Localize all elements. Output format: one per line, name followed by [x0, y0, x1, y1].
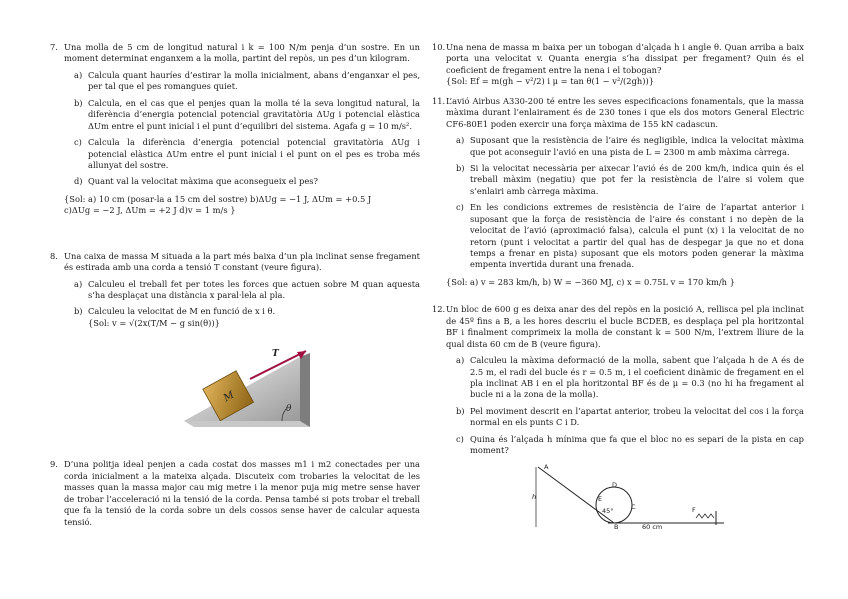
subquestion-b	[74, 98, 420, 132]
subquestion-label: a)	[456, 355, 465, 366]
problem-number: 11.	[432, 95, 446, 106]
subquestion-a	[456, 135, 804, 158]
subquestions	[456, 355, 804, 457]
incline-track	[538, 467, 614, 523]
subquestions	[74, 70, 420, 188]
point-c-label: C	[631, 502, 636, 511]
subquestion-text: Calcula quant hauríes d’estirar la molla inicialment, abans d’enganxar el pes, per tal que el pes romangues quiet.	[88, 69, 420, 92]
problem-number: 9.	[50, 459, 58, 470]
angle-label: θ	[286, 404, 292, 415]
subquestion-text: Quina és l’alçada h mínima que fa que el bloc no es separi de la pista en cap moment?	[470, 433, 804, 456]
subquestion-label: b)	[74, 97, 83, 108]
distance-label: 60 cm	[642, 522, 663, 531]
subquestion-a	[74, 70, 420, 93]
subquestion-label: d)	[74, 176, 83, 187]
problem-statement: Una nena de massa m baixa per un tobogan d’alçada h i angle θ. Quan arriba a baix porta una velocitat v. Quanta energia s’ha dissipat per fregament? Quin és el coeficient de fregament entre la nena i el tobogan?	[446, 42, 804, 75]
subquestion-d	[74, 176, 420, 187]
solution: {Sol: v = √(2x(T/M − g sin(θ))}	[88, 317, 220, 328]
subquestion-label: b)	[74, 306, 83, 317]
subquestion-text: Quant val la velocitat màxima que aconsegueix el pes?	[88, 176, 318, 187]
right-column	[432, 42, 804, 533]
point-b-label: B	[614, 522, 619, 531]
subquestion-text: Calcula, en el cas que el penjes quan la molla té la seva longitud natural, la diferència d’energia potencial potencial gravitatòria ΔUg i potencial elàstica ΔUm entre el punt inicial i el punt d’equilibri del sistema. Agafa g = 10 m/s².	[88, 97, 420, 131]
solution: {Sol: Ef = m(gh − v²/2) i μ = tan θ(1 − v²/(2gh))}	[446, 76, 654, 87]
problem-statement: L’avió Airbus A330-200 té entre les seves especificacions fonamentals, que la massa màxima durant l’enlairament és de 230 tones i que els dos motors General Electric CF6-80E1 poden exercir una força màxima de 155 kN cadascun.	[446, 95, 804, 129]
subquestion-text: En les condicions extremes de resistència de l’aire de l’apartat anterior i suposant que la força de resistència de l’aire és constant i no depèn de la velocitat de l’avió (aproximació falsa), calcula el punt (x) i la velocitat de no retorn (punt i velocitat a partir del qual has de despegar ja que no et dona temps a frenar en pista) suposant que els motors poden generar la màxima empenta invertida durant una frenada.	[470, 202, 804, 270]
subquestion-text: Si la velocitat necessària per aixecar l’avió és de 200 km/h, indica quin és el treball màxim (negatiu) que pot fer la resistència de l’aire si volem que s’enlairi amb càrrega màxima.	[470, 162, 804, 196]
subquestion-text: Calcula la diferència d’energia potencial potencial gravitatòria ΔUg i potencial elàstica ΔUm entre el punt inicial i el punt on el pes es troba més allunyat del sostre.	[88, 137, 420, 170]
problem-12	[432, 304, 804, 532]
left-column	[50, 42, 420, 528]
problem-number: 8.	[50, 250, 58, 261]
problem-7	[50, 42, 420, 217]
subquestions	[456, 135, 804, 271]
spring-icon	[696, 514, 714, 518]
loop-track-figure	[528, 463, 738, 533]
point-d-label: D	[612, 480, 618, 489]
solution	[64, 194, 420, 217]
problem-statement: Una caixa de massa M situada a la part més baixa d’un pla inclinat sense fregament és estirada amb una corda a tensió T constant (veure figura).	[64, 250, 420, 273]
loop-circle	[596, 487, 632, 523]
subquestion-a	[456, 355, 804, 401]
subquestion-c	[456, 202, 804, 271]
subquestion-label: a)	[74, 278, 83, 289]
problem-statement: D’una politja ideal penjen a cada costat dos masses m1 i m2 conectades per una corda inicialment a la mateixa alçada. Discuteix com trobaries la velocitat de les masses quan la massa major cau mig metre i la menor puja mig metre sense haver de trobar l’acceleració ni la tensió de la corda. Pensa també si pots trobar el treball que fa la tensió de la corda sobre un dels cossos sense haver de calcular aquesta tensió.	[64, 459, 420, 527]
problem-statement: Un bloc de 600 g es deixa anar des del repòs en la posició A, rellisca pel pla inclinat de 45º fins a B, a les hores descriu el bucle BCDEB, es desplaça pel pla horitzontal BF i finalment comprimeix la molla de constant k = 500 N/m, l’extrem lliure de la qual dista 60 cm de B (veure figura).	[446, 304, 804, 349]
problem-number: 10.	[432, 42, 446, 52]
subquestion-c	[456, 434, 804, 457]
tension-label: T	[272, 349, 279, 360]
problem-11	[432, 96, 804, 289]
subquestion-label: c)	[456, 202, 464, 213]
subquestion-c	[74, 137, 420, 171]
point-f-label: F	[692, 505, 696, 514]
incline-figure	[182, 339, 332, 429]
incline-side	[300, 353, 310, 427]
solution: {Sol: a) v = 283 km/h, b) W = −360 MJ, c) x = 0.75L v = 170 km/h }	[446, 276, 735, 287]
solution-line-1: {Sol: a) 10 cm (posar-la a 15 cm del sostre) b)ΔUg = −1 J, ΔUm = +0.5 J	[64, 193, 372, 204]
subquestion-label: c)	[456, 433, 464, 444]
subquestion-text: Pel moviment descrit en l’apartat anterior, trobeu la velocitat del cos i la força normal en els punts C i D.	[470, 405, 804, 428]
height-label: h	[532, 492, 537, 501]
problem-8	[50, 251, 420, 430]
problem-9	[50, 459, 420, 528]
subquestion-text: Calculeu el treball fet per totes les forces que actuen sobre M quan aquesta s’ha desplaçat una distància x paral·lela al pla.	[88, 278, 420, 300]
subquestion-label: a)	[456, 135, 465, 146]
subquestions	[74, 279, 420, 330]
subquestion-label: b)	[456, 162, 465, 173]
mass-label: M	[221, 390, 237, 405]
subquestion-b	[456, 163, 804, 197]
subquestion-label: c)	[74, 137, 82, 148]
solution-line-2: c)ΔUg = −2 J, ΔUm = +2 J d)v = 1 m/s }	[64, 205, 236, 216]
problem-number: 12.	[432, 304, 446, 315]
problem-number: 7.	[50, 42, 58, 52]
point-a-label: A	[544, 462, 549, 471]
subquestion-label: b)	[456, 405, 465, 416]
problem-10	[432, 42, 804, 88]
subquestion-label: a)	[74, 69, 83, 80]
subquestion-b	[74, 306, 420, 329]
subquestion-a	[74, 279, 420, 302]
subquestion-text: Calculeu la velocitat de M en funció de x i θ.	[88, 306, 276, 317]
point-e-label: E	[598, 494, 603, 503]
subquestion-text: Suposant que la resistència de l’aire és negligible, indica la velocitat màxima que pot aconseguir l’avió en una pista de L = 2300 m amb màxima càrrega.	[470, 135, 804, 157]
angle-label: 45°	[602, 506, 614, 515]
subquestion-text: Calculeu la màxima deformació de la molla, sabent que l’alçada h de A és de 2.5 m, el radi del bucle és r = 0.5 m, i el coeficient dinàmic de fregament en el pla inclinat AB i en el pla horitzontal BF és de μ = 0.3 (no hi ha fregament al bucle ni a la zona de la molla).	[470, 355, 804, 400]
subquestion-b	[456, 406, 804, 429]
problem-statement: Una molla de 5 cm de longitud natural i k = 100 N/m penja d’un sostre. En un moment determinat enganxem a la molla, partint del repòs, un pes d’un kilogram.	[64, 42, 420, 64]
